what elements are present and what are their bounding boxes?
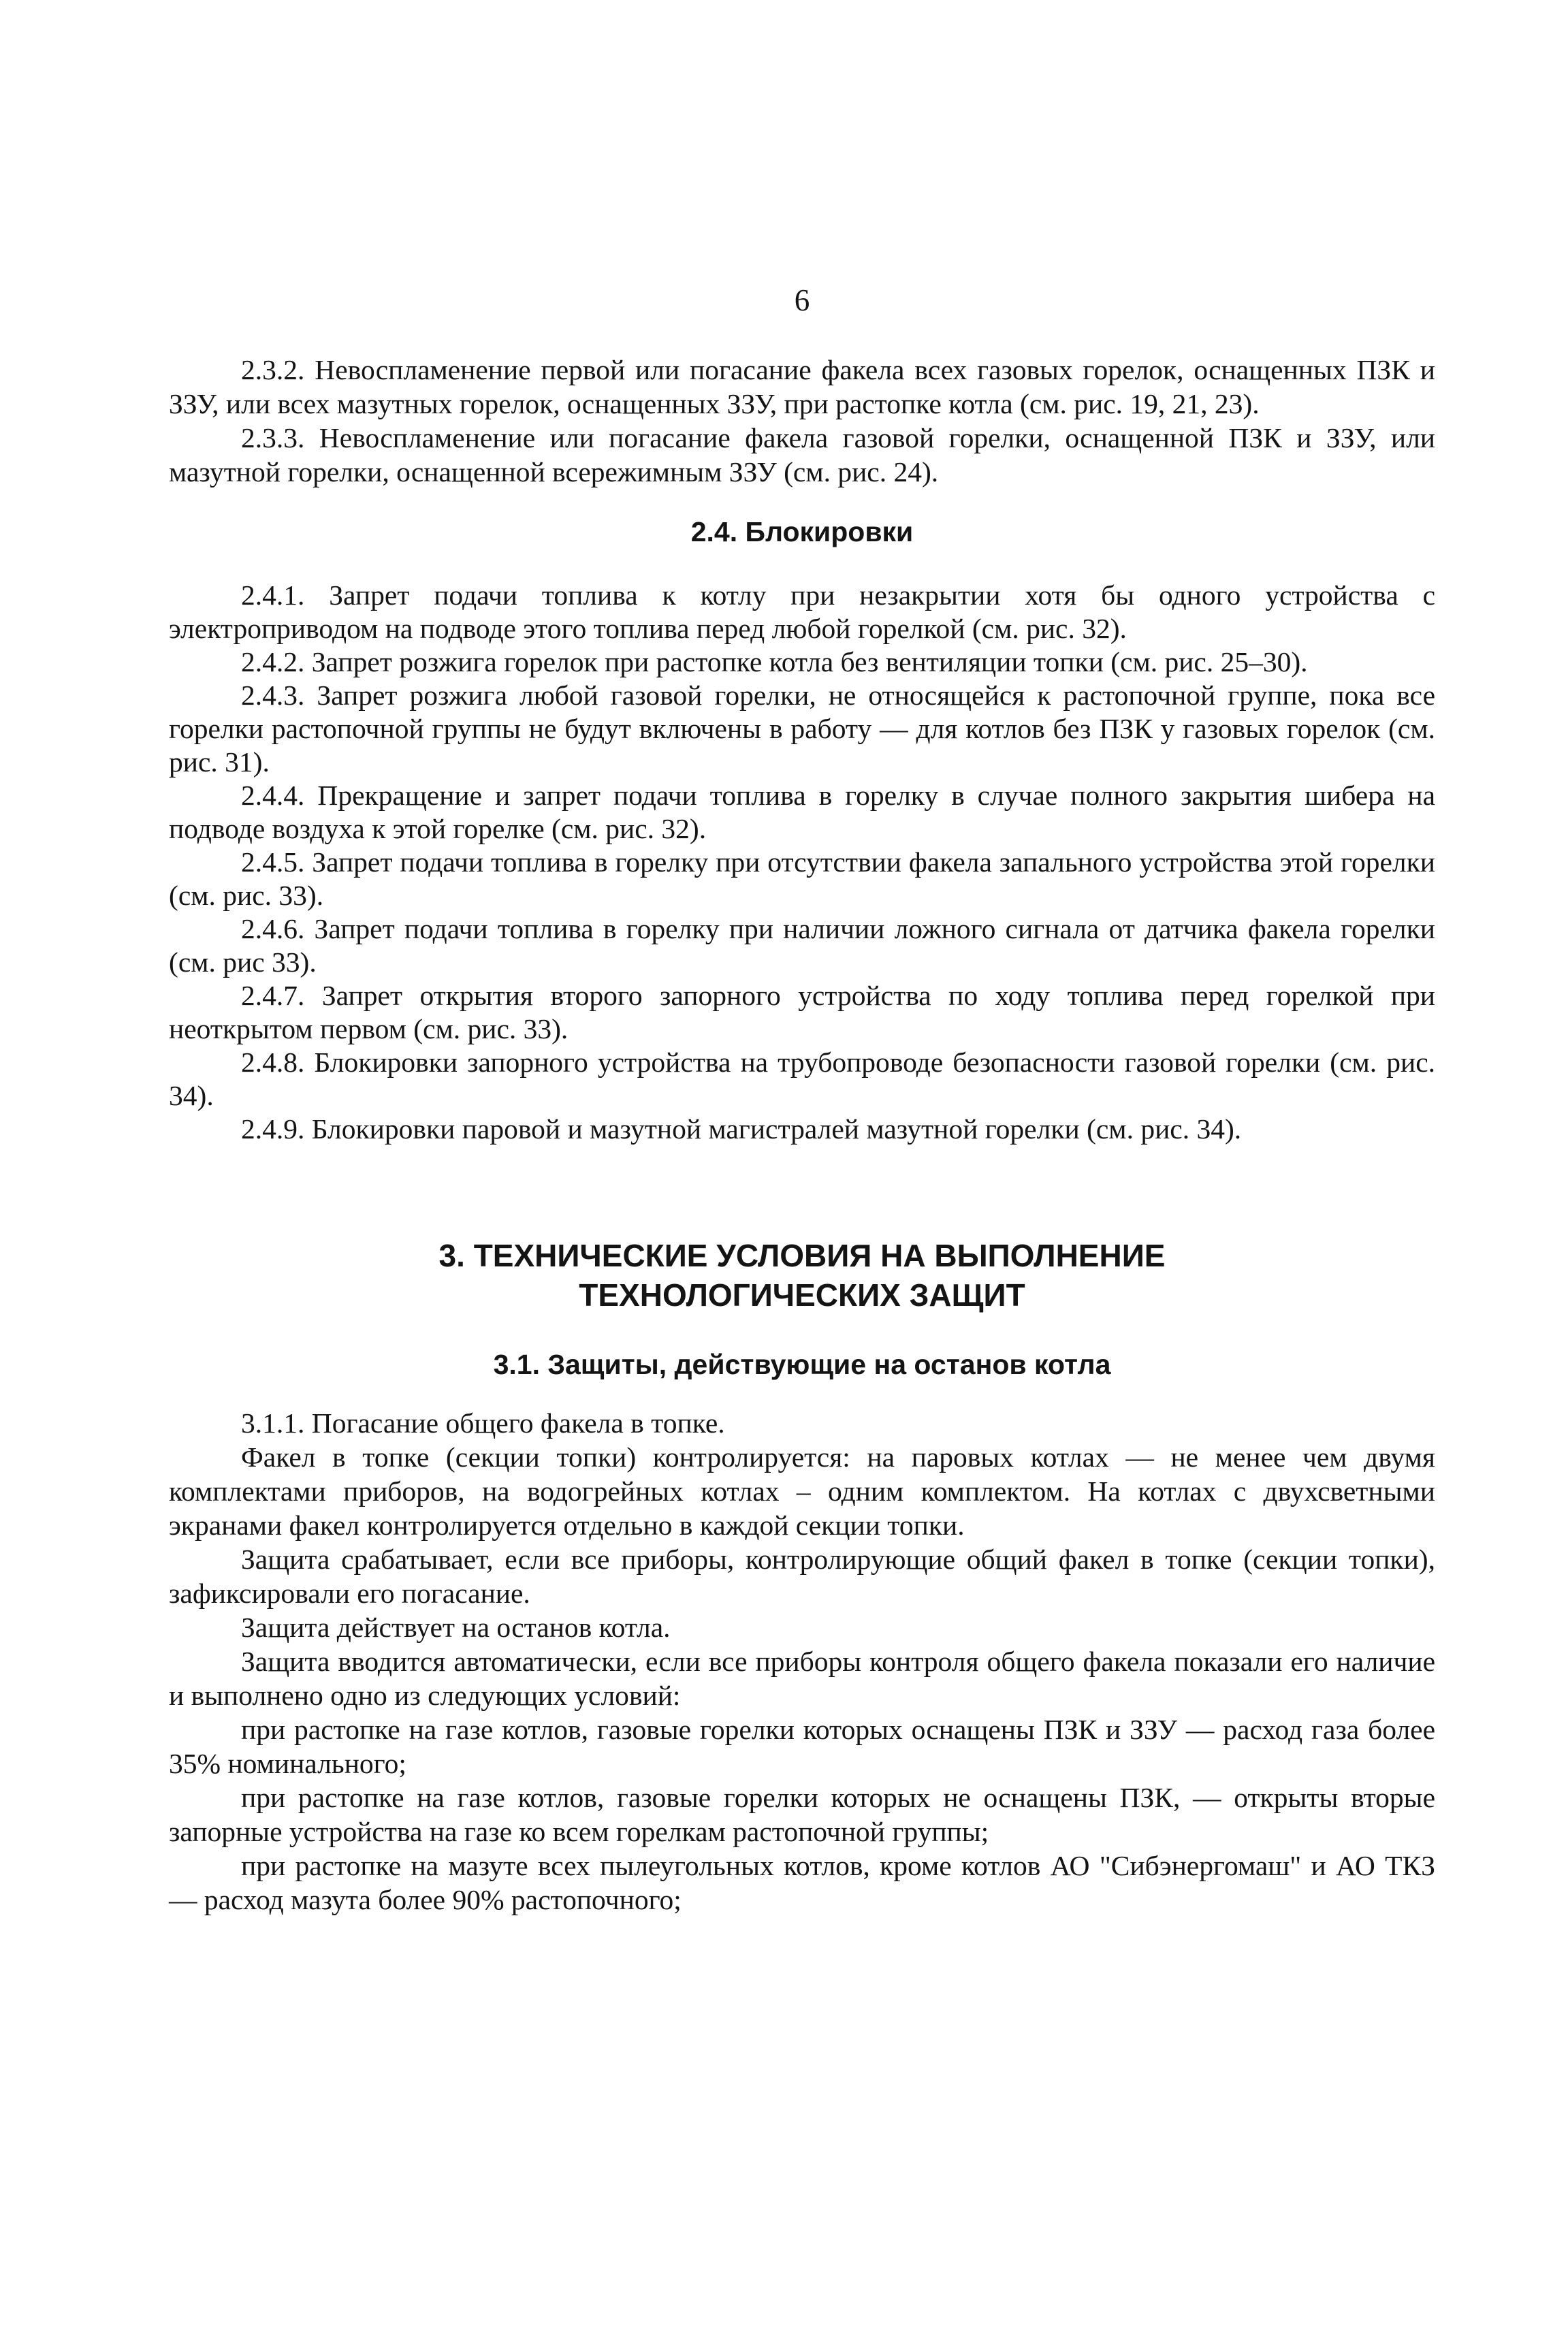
chapter-heading-line-2: ТЕХНОЛОГИЧЕСКИХ ЗАЩИТ [579,1277,1025,1313]
paragraph-torch-control: Факел в топке (секции топки) контролируется: на паровых котлах — не менее чем двумя комплектами приборов, на водогрейных котлах – одним комплектом. На котлах с двухсветными экранами факел контролируется отдельно в каждой секции топки. [169,1441,1435,1541]
chapter-heading-3 [169,1236,1435,1315]
paragraph-auto-enable: Защита вводится автоматически, если все приборы контроля общего факела показали его наличие и выполнено одно из следующих условий: [169,1646,1435,1711]
paragraph-2-4-9: 2.4.9. Блокировки паровой и мазутной магистралей мазутной горелки (см. рис. 34). [241,1113,1242,1145]
page-body [169,353,1435,1917]
paragraph-2-3-3: 2.3.3. Невоспламенение или погасание факела газовой горелки, оснащенной ПЗК и ЗЗУ, или мазутной горелки, оснащенной всережимным ЗЗУ (см. рис. 24). [169,422,1435,488]
paragraph-3-1-1: 3.1.1. Погасание общего факела в топке. [241,1407,725,1439]
paragraph-2-4-1: 2.4.1. Запрет подачи топлива к котлу при незакрытии хотя бы одного устройства с электроприводом на подводе этого топлива перед любой горелкой (см. рис. 32). [169,579,1435,644]
paragraph-2-4-2: 2.4.2. Запрет розжига горелок при растопке котла без вентиляции топки (см. рис. 25–30). [241,646,1308,677]
paragraph-2-4-8: 2.4.8. Блокировки запорного устройства на трубопроводе безопасности газовой горелки (см. рис. 34). [169,1047,1435,1111]
section-heading-3-1: 3.1. Защиты, действующие на останов котла [493,1349,1111,1380]
paragraph-2-4-7: 2.4.7. Запрет открытия второго запорного устройства по ходу топлива перед горелкой при неоткрытом первом (см. рис. 33). [169,980,1435,1044]
section-heading-2-4: 2.4. Блокировки [690,516,914,547]
chapter-heading-line-1: 3. ТЕХНИЧЕСКИЕ УСЛОВИЯ НА ВЫПОЛНЕНИЕ [438,1238,1166,1273]
paragraph-2-4-6: 2.4.6. Запрет подачи топлива в горелку при наличии ложного сигнала от датчика факела горелки (см. рис 33). [169,913,1435,978]
paragraph-2-4-4: 2.4.4. Прекращение и запрет подачи топлива в горелку в случае полного закрытия шибера на подводе воздуха к этой горелке (см. рис. 32). [169,780,1435,844]
paragraph-2-4-5: 2.4.5. Запрет подачи топлива в горелку при отсутствии факела запального устройства этой горелки (см. рис. 33). [169,846,1435,911]
paragraph-2-3-2: 2.3.2. Невоспламенение первой или погасание факела всех газовых горелок, оснащенных ПЗК и ЗЗУ, или всех мазутных горелок, оснащенных ЗЗУ, при растопке котла (см. рис. 19, 21, 23). [169,354,1435,419]
paragraph-action: Защита действует на останов котла. [241,1612,671,1643]
document-page [169,0,1435,2332]
paragraph-condition-fuel-oil: при растопке на мазуте всех пылеугольных котлов, кроме котлов АО "Сибэнергомаш" и АО ТКЗ — расход мазута более 90% растопочного; [169,1850,1435,1915]
paragraph-trigger-condition: Защита срабатывает, если все приборы, контролирующие общий факел в топке (секции топки), зафиксировали его погасание. [169,1544,1435,1609]
page-number: 6 [794,283,810,317]
paragraph-condition-gas-no-pzk: при растопке на газе котлов, газовые горелки которых не оснащены ПЗК, — открыты вторые запорные устройства на газе ко всем горелкам растопочной группы; [169,1782,1435,1847]
paragraph-condition-gas-pzk: при растопке на газе котлов, газовые горелки которых оснащены ПЗК и ЗЗУ — расход газа более 35% номинального; [169,1714,1435,1779]
paragraph-2-4-3: 2.4.3. Запрет розжига любой газовой горелки, не относящейся к растопочной группе, пока все горелки растопочной группы не будут включены в работу — для котлов без ПЗК у газовых горелок (см. рис. 31). [169,680,1435,778]
